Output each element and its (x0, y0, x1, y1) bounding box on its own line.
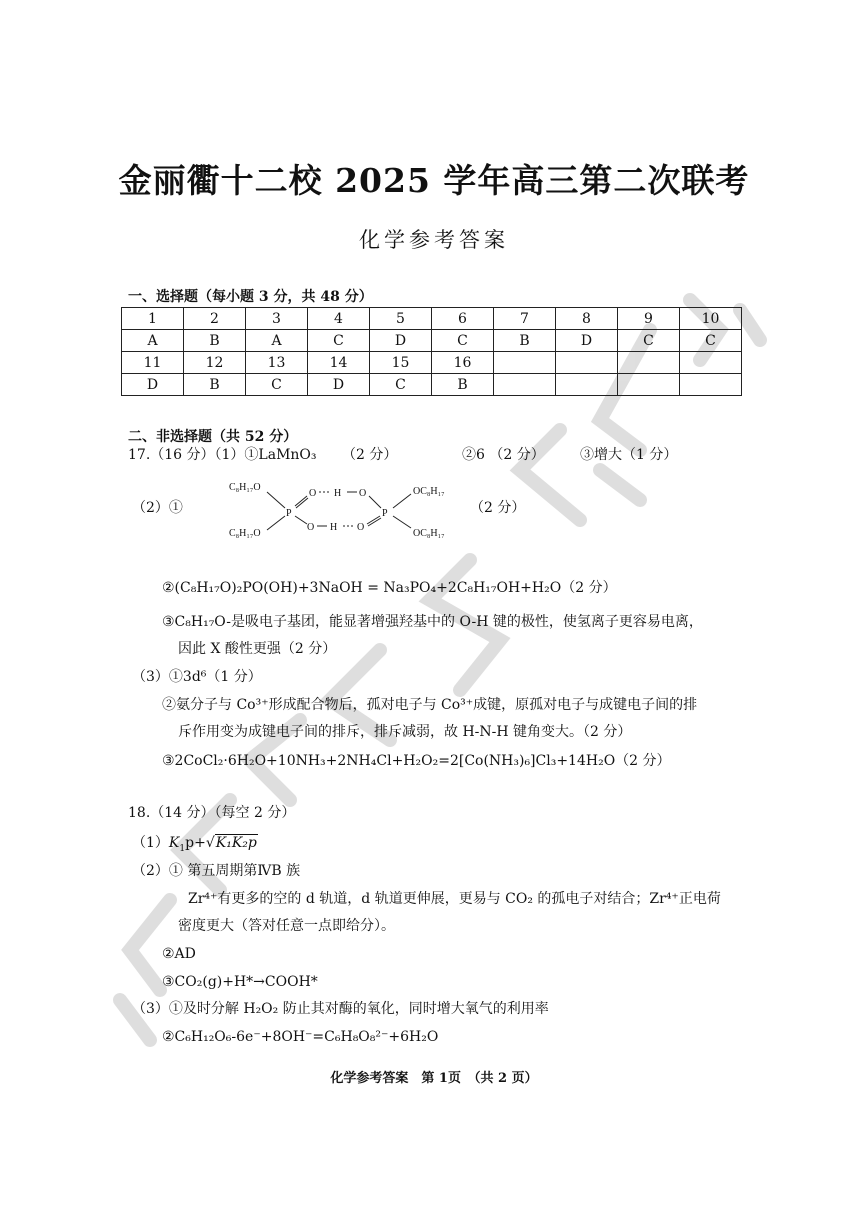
q18-part3-answer-1: （3）①及时分解 H₂O₂ 防止其对酶的氧化，同时增大氧气的利用率 (132, 1001, 549, 1017)
equilibrium-constant-symbol: K (168, 835, 180, 851)
q17-answer-3: ③增大（1 分） (580, 447, 678, 463)
question-number-cell: 4 (308, 308, 370, 330)
q18-part2-answer-1b: 密度更大（答对任意一点即给分）。 (178, 918, 395, 934)
answer-cell: B (184, 374, 246, 396)
q17-part3-answer-2a: ②氨分子与 Co³⁺形成配合物后，孤对电子与 Co³⁺成键，原孤对电子与成键电子间的排 (162, 697, 698, 713)
q17-part2-answer-3b: 因此 X 酸性更强（2 分） (178, 641, 337, 657)
question-number-cell: 13 (246, 352, 308, 374)
question-number-cell: 2 (184, 308, 246, 330)
page-title: 金丽衢十二校 2025 学年高三第二次联考 (118, 161, 750, 200)
answer-cell: C (246, 374, 308, 396)
q17-score-1: （2 分） (342, 447, 398, 463)
q18-part2-answer-2: ②AD (162, 946, 196, 962)
answer-cell: D (122, 374, 184, 396)
table-row (122, 308, 742, 330)
question-number-cell: 7 (494, 308, 556, 330)
answer-cell: A (122, 330, 184, 352)
dimer-structure-diagram (225, 478, 465, 548)
question-number-cell (494, 352, 556, 374)
section2-heading: 二、非选择题（共 52 分） (128, 429, 298, 445)
page-subtitle: 化学参考答案 (359, 228, 509, 252)
substituent-label: OC₈H₁₇ (413, 486, 445, 497)
table-row (122, 352, 742, 374)
answer-cell (556, 374, 618, 396)
oxygen-label: O (307, 522, 315, 533)
hydrogen-label: H (330, 522, 338, 533)
q17-part2-score: （2 分） (470, 500, 526, 516)
sqrt-icon: √ (205, 835, 215, 851)
page-footer: 化学参考答案 第 1页 （共 2 页） (330, 1071, 538, 1086)
question-number-cell: 12 (184, 352, 246, 374)
answer-cell: D (370, 330, 432, 352)
question-number-cell: 10 (680, 308, 742, 330)
q17-part2-answer-2: ②(C₈H₁₇O)₂PO(OH)+3NaOH = Na₃PO₄+2C₈H₁₇OH+H₂O（2 分） (162, 580, 617, 596)
answer-cell: C (432, 330, 494, 352)
hydrogen-label: H (334, 488, 342, 499)
question-number-cell: 8 (556, 308, 618, 330)
multiple-choice-answer-table (121, 307, 742, 396)
q18-part1-label: （1） (132, 835, 169, 851)
question-number-cell: 15 (370, 352, 432, 374)
question-number-cell (618, 352, 680, 374)
oxygen-label: O (359, 488, 367, 499)
q17-part3-answer-1: （3）①3d⁶（1 分） (132, 669, 262, 685)
q17-part3-answer-3: ③2CoCl₂·6H₂O+10NH₃+2NH₄Cl+H₂O₂=2[Co(NH₃)₆]Cl₃+14H₂O（2 分） (162, 753, 671, 769)
q18-header: 18.（14 分）（每空 2 分） (128, 805, 296, 821)
answer-cell (494, 374, 556, 396)
section1-heading: 一、选择题（每小题 3 分，共 48 分） (128, 289, 373, 305)
answer-cell: B (432, 374, 494, 396)
answer-cell (618, 374, 680, 396)
answer-cell: B (494, 330, 556, 352)
q18-part1-answer (132, 833, 258, 859)
question-number-cell: 1 (122, 308, 184, 330)
question-number-cell (680, 352, 742, 374)
answer-cell: A (246, 330, 308, 352)
q18-part2-answer-1a: Zr⁴⁺有更多的空的 d 轨道，d 轨道更伸展，更易与 CO₂ 的孤电子对结合；Zr⁴⁺正电荷 (188, 891, 721, 907)
question-number-cell: 5 (370, 308, 432, 330)
answer-cell: B (184, 330, 246, 352)
question-number-cell: 16 (432, 352, 494, 374)
answer-cell: D (556, 330, 618, 352)
subscript: 1 (179, 843, 186, 854)
table-row (122, 330, 742, 352)
question-number-cell: 9 (618, 308, 680, 330)
oxygen-label: O (357, 522, 365, 533)
table-row (122, 374, 742, 396)
sqrt-expression: K₁K₂p (215, 835, 257, 851)
q17-part2-label: （2）① (132, 500, 183, 516)
oxygen-label: O (309, 488, 317, 499)
q17-answer-2: ②6 （2 分） (462, 447, 545, 463)
q17-header: 17.（16 分）（1）①LaMnO₃ (128, 447, 317, 463)
answer-cell: C (308, 330, 370, 352)
substituent-label: C₈H₁₇O (229, 528, 261, 539)
answer-cell: C (618, 330, 680, 352)
answer-cell: C (680, 330, 742, 352)
answer-cell (680, 374, 742, 396)
answer-cell: C (370, 374, 432, 396)
question-number-cell: 6 (432, 308, 494, 330)
question-number-cell: 14 (308, 352, 370, 374)
substituent-label: OC₈H₁₇ (413, 528, 445, 539)
question-number-cell (556, 352, 618, 374)
q18-part2-answer-1: （2）① 第五周期第ⅣB 族 (132, 863, 301, 879)
q18-part2-answer-3: ③CO₂(g)+H*→COOH* (162, 974, 318, 990)
q17-part3-answer-2b: 斥作用变为成键电子间的排斥，排斥减弱，故 H-N-H 键角变大。（2 分） (178, 724, 632, 740)
phosphorus-label: P (286, 508, 292, 519)
phosphorus-label: P (382, 508, 388, 519)
substituent-label: C₈H₁₇O (229, 482, 261, 493)
q18-part3-answer-2: ②C₆H₁₂O₆-6e⁻+8OH⁻=C₆H₈O₈²⁻+6H₂O (162, 1029, 439, 1045)
question-number-cell: 3 (246, 308, 308, 330)
expression-text: p+ (185, 835, 206, 851)
question-number-cell: 11 (122, 352, 184, 374)
answer-cell: D (308, 374, 370, 396)
q17-part2-answer-3a: ③C₈H₁₇O-是吸电子基团，能显著增强羟基中的 O-H 键的极性，使氢离子更容易电离， (162, 614, 703, 630)
